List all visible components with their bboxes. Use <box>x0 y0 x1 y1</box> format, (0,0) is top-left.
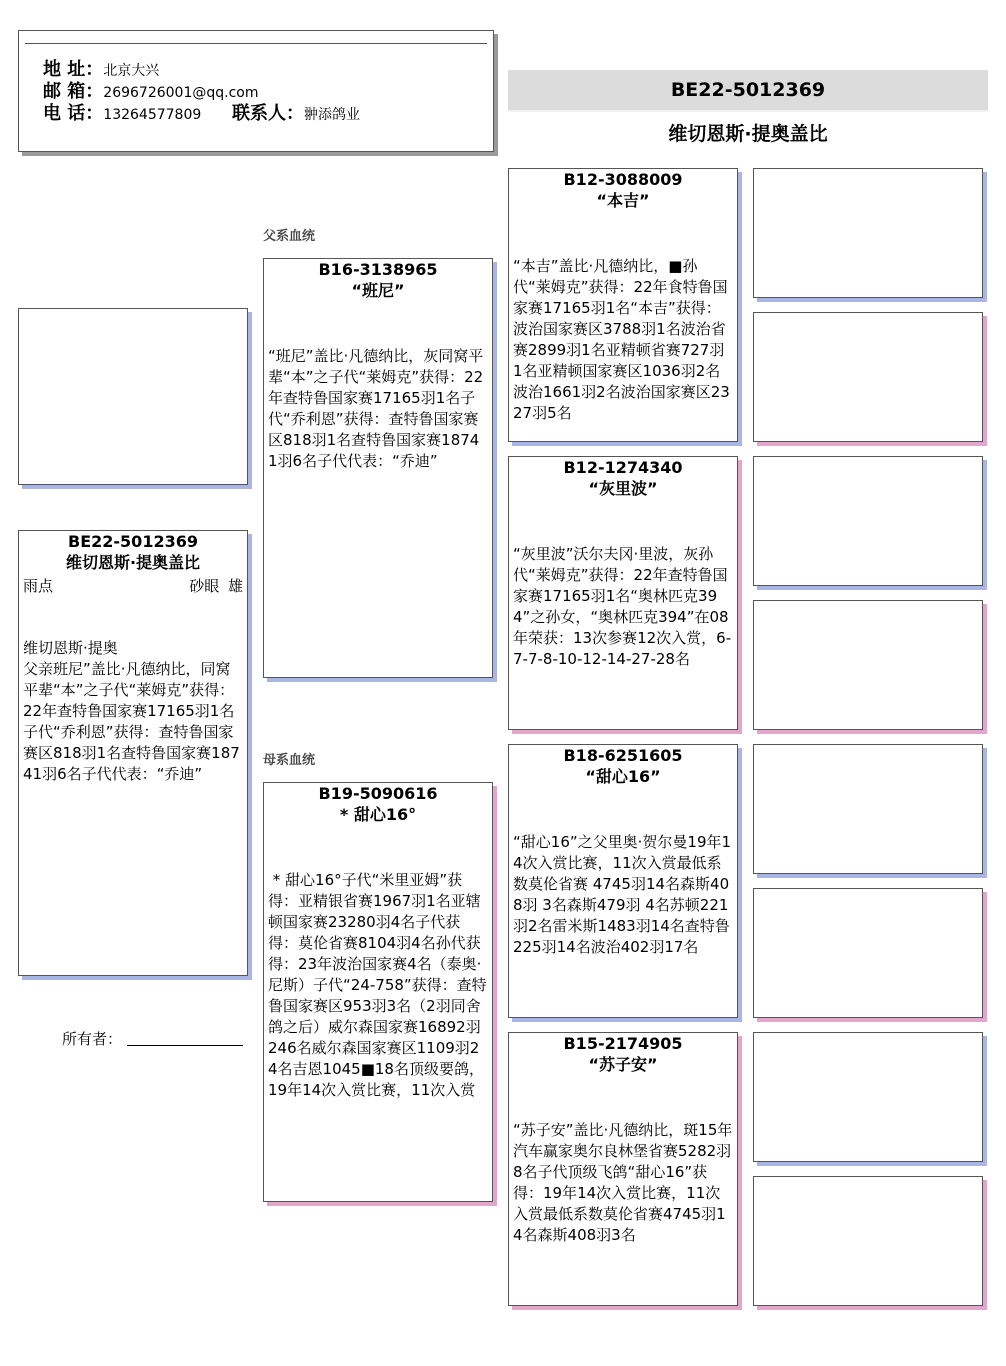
granddam-maternal-ring: B15-2174905 <box>563 1034 683 1053</box>
contact-card <box>18 30 494 152</box>
header-name: 维切恩斯·提奥盖比 <box>668 123 828 145</box>
address-label: 地 址： <box>43 59 104 80</box>
grandsire-paternal-ring: B12-3088009 <box>563 170 683 189</box>
granddam-paternal-ring: B12-1274340 <box>563 458 683 477</box>
dam-name: * 甜心16° <box>339 805 417 824</box>
granddam-paternal-card <box>508 456 738 730</box>
grandsire-maternal-name: “甜心16” <box>585 767 661 786</box>
great-grandparent-box <box>753 456 983 586</box>
contact-person-label: 联系人： <box>232 103 304 124</box>
granddam-maternal-name: “苏子安” <box>588 1055 658 1074</box>
granddam-maternal-description: “苏子安”盖比·凡德纳比，斑15年汽车赢家奥尔良林堡省赛5282羽8名子代顶级飞鸽“甜心16”获得：19年14次入赏比赛，11次入赏最低系数莫伦省赛4745羽14名森斯408羽3名 <box>513 1121 733 1244</box>
contact-person-value: 翀添鸽业 <box>304 107 360 123</box>
photo-box <box>18 308 248 485</box>
subject-ring: BE22-5012369 <box>68 532 198 551</box>
email-label: 邮 箱： <box>43 81 104 102</box>
grandsire-maternal-card <box>508 744 738 1018</box>
owner-label: 所有者： <box>62 1030 123 1048</box>
granddam-maternal-card <box>508 1032 738 1306</box>
sire-section-label: 父系血统 <box>263 229 316 244</box>
grandsire-paternal-card <box>508 168 738 442</box>
subject-description: 维切恩斯·提奥 父亲班尼”盖比·凡德纳比，同窝平辈“本”之子代“莱姆克”获得：22年查特鲁国家赛17165羽1名子代“乔利恩”获得：查特鲁国家赛区818羽1名查特鲁国家赛18741羽6名子代代表：“乔迪” <box>23 639 240 783</box>
address-value: 北京大兴 <box>103 63 160 79</box>
contact-divider <box>25 43 487 44</box>
dam-section-label: 母系血统 <box>263 753 316 768</box>
grandsire-maternal-description: “甜心16”之父里奥·贺尔曼19年14次入赏比赛，11次入赏最低系数莫伦省赛 4745羽14名森斯408羽 3名森斯479羽 4名苏顿221羽2名雷米斯1483羽14名查特鲁225羽14名波治402羽17名 <box>513 833 732 956</box>
subject-traits-right: 砂眼 雄 <box>189 577 243 595</box>
grandsire-paternal-description: “本吉”盖比·凡德纳比，■孙代“莱姆克”获得：22年食特鲁国家赛17165羽1名“本吉”获得：波治国家赛区3788羽1名波治省赛2899羽1名亚精顿省赛727羽1名亚精顿国家赛区1036羽2名波治1661羽2名波治国家赛区2327羽5名 <box>513 257 730 422</box>
granddam-paternal-description: “灰里波”沃尔夫冈·里波，灰孙代“莱姆克”获得：22年查特鲁国家赛17165羽1名“奥林匹克394”之孙女，“奥林匹克394”在08年荣获：13次参赛12次入赏，6-7-7-8-10-12-14-27-28名 <box>513 545 732 668</box>
dam-ring: B19-5090616 <box>318 784 438 803</box>
owner-line <box>127 1045 243 1046</box>
grandsire-paternal-name: “本吉” <box>596 191 650 210</box>
dam-description: * 甜心16°子代“米里亚姆”获得：亚精银省赛1967羽1名亚辖顿国家赛23280羽4名子代获得：莫伦省赛8104羽4名孙代获得：23年波治国家赛4名（泰奥·尼斯）子代“24-758”获得：查特鲁国家赛区953羽3名（2羽同舍鸽之后）威尔森国家赛16892羽246名威尔森国家赛区1109羽24名吉恩1045■18名顶级要鸽，19年14次入赏比赛，11次入赏 <box>268 871 487 1099</box>
great-grandparent-box <box>753 312 983 442</box>
dam-card <box>263 782 493 1202</box>
great-grandparent-box <box>753 888 983 1018</box>
header-ring-bar <box>508 70 988 112</box>
great-grandparent-box <box>753 168 983 298</box>
sire-card <box>263 258 493 678</box>
grandsire-maternal-ring: B18-6251605 <box>563 746 683 765</box>
sire-description: “班尼”盖比·凡德纳比，灰同窝平辈“本”之子代“莱姆克”获得：22年查特鲁国家赛17165羽1名子代“乔利恩”获得：查特鲁国家赛区818羽1名查特鲁国家赛18741羽6名子代代表：“乔迪” <box>268 347 484 470</box>
email-value: 2696726001@qq.com <box>103 85 259 101</box>
subject-name: 维切恩斯·提奥盖比 <box>65 553 201 572</box>
subject-card <box>18 530 248 976</box>
subject-traits-left: 雨点 <box>23 577 54 595</box>
great-grandparent-box <box>753 744 983 874</box>
phone-value: 13264577809 <box>103 107 202 123</box>
header-ring: BE22-5012369 <box>670 79 826 101</box>
great-grandparent-box <box>753 1176 983 1306</box>
sire-name: “班尼” <box>351 281 405 300</box>
great-grandparent-box <box>753 1032 983 1162</box>
granddam-paternal-name: “灰里波” <box>588 479 658 498</box>
phone-label: 电 话： <box>43 103 104 124</box>
great-grandparent-box <box>753 600 983 730</box>
sire-ring: B16-3138965 <box>318 260 438 279</box>
